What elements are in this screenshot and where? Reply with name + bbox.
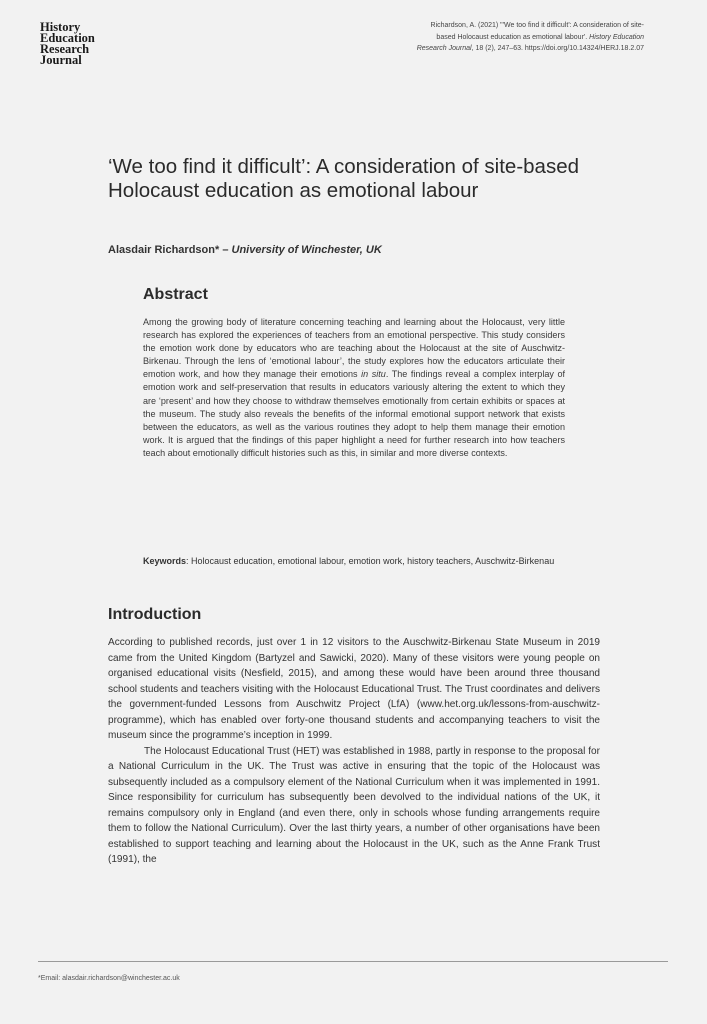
abstract-text-part-1: Among the growing body of literature concerning teaching and learning about the Holocaust, very little research has explored the experiences of teachers from an emotional perspective. This study considers the emotion work done by educators who are teaching about the Holocaust at the site of Auschwitz-Birkenau. Through the lens of ‘emotional labour’, the study explores how the educators articulate their emotion work, and how they manage their emotions — [143, 317, 565, 380]
journal-logo-line: History — [40, 20, 81, 34]
introduction-paragraph: According to published records, just over 1 in 12 visitors to the Auschwitz-Birkenau State Museum in 2019 came from the United Kingdom (Bartyzel and Sawicki, 2020). Many of these visitors were young people on organised educational visits (Nesfield, 2015), and among these would have been around three thousand school students and teachers visiting with the Holocaust Educational Trust. The Trust coordinates and delivers the government-funded Lessons from Auschwitz Project (LfA) (www.het.org.uk/lessons-from-auschwitz-programme), which has enabled over forty-one thousand students and accompanying teachers to visit the museum since the programme’s inception in 1999. — [108, 637, 600, 741]
footnote-divider — [38, 961, 668, 962]
citation-line-2: based Holocaust education as emotional labour'. — [436, 33, 590, 41]
introduction-body — [108, 635, 600, 868]
journal-logo — [40, 22, 130, 66]
author-line — [108, 244, 588, 256]
journal-logo-line: Research — [40, 42, 90, 56]
journal-logo-line: Journal — [40, 53, 82, 67]
author-affiliation: University of Winchester, UK — [231, 244, 382, 256]
citation-doi: , 18 (2), 247–63. https://doi.org/10.14324/HERJ.18.2.07 — [471, 45, 644, 52]
article-title: ‘We too find it difficult’: A consideration of site-based Holocaust education as emotional labour — [108, 155, 580, 202]
keywords — [143, 555, 565, 568]
keywords-label: Keywords — [143, 556, 187, 566]
citation-header — [324, 20, 644, 55]
citation-journal-name: History Education — [589, 33, 644, 41]
citation-journal-name-cont: Research Journal — [416, 45, 472, 52]
abstract-heading: Abstract — [143, 286, 208, 303]
introduction-paragraph: The Holocaust Educational Trust (HET) was established in 1988, partly in response to the proposal for a National Curriculum in the UK. The Trust was active in ensuring that the topic of the Holocaust was subsequently included as a compulsory element of the National Curriculum when it was implemented in 1991. Since responsibility for curriculum has subsequently been devolved to the individual nations of the UK, it remains compulsory only in England (and even there, only in schools whose funding arrangements require them to follow the National Curriculum). Over the last thirty years, a number of other organisations have been established to support teaching and learning about the Holocaust in the UK, such as the Anne Frank Trust (1991), the — [108, 745, 600, 865]
abstract-text-part-2: . The findings reveal a complex interplay of emotion work and self-preservation that results in educators variously altering the extent to which they are ‘present’ and how they choose to withdraw themselves emotionally from certain exhibits or spaces at the museum. The study also reveals the benefits of the informal emotional support network that exists between the educators, as well as the various routines they adopt to help them manage their emotion work. It is argued that the findings of this paper highlight a need for further research into how teachers teach about emotionally difficult histories such as this, in similar and more diverse contexts. — [143, 369, 565, 458]
keywords-list: : Holocaust education, emotional labour, emotion work, history teachers, Auschwitz-Birkenau — [186, 556, 555, 566]
abstract-text-italic: in situ — [361, 369, 386, 380]
author-name: Alasdair Richardson* – — [108, 244, 232, 256]
footnote-email: *Email: alasdair.richardson@winchester.ac.uk — [38, 975, 180, 982]
journal-logo-line: Education — [40, 31, 95, 45]
abstract-text — [143, 316, 565, 460]
introduction-heading: Introduction — [108, 606, 202, 623]
citation-line-1: Richardson, A. (2021) "'We too find it difficult': A consideration of site- — [430, 22, 644, 29]
